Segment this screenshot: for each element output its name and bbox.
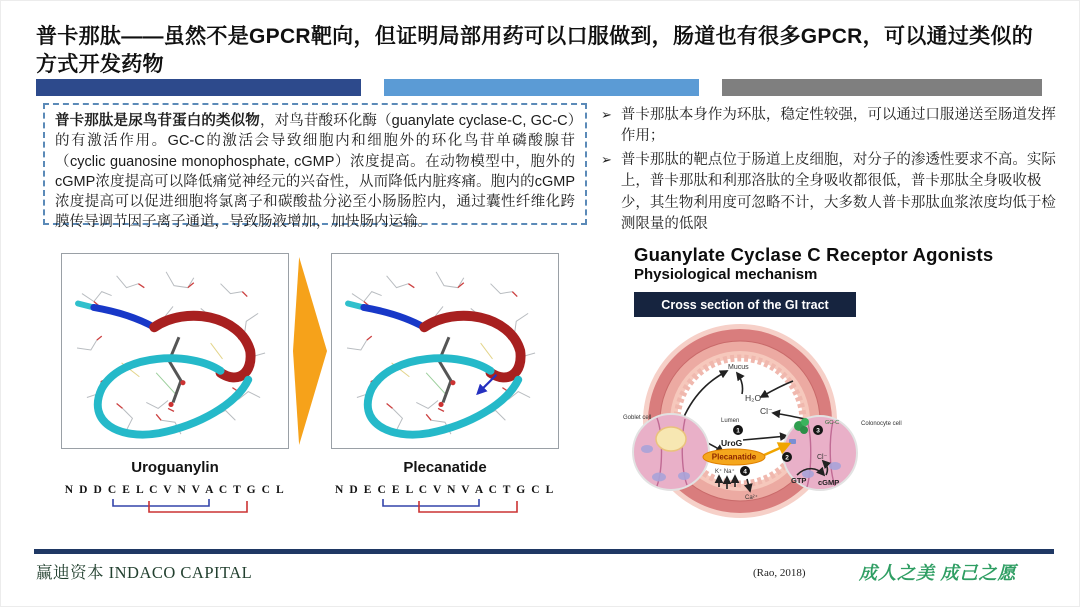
water-label: H₂O — [745, 393, 762, 403]
uroguanylin-sequence: N D D C E L C V N V A C T G C L — [64, 484, 286, 496]
chloride-lumen-label: Cl⁻ — [760, 406, 773, 416]
arrow-bullet-icon: ➢ — [601, 151, 612, 167]
svg-text:1: 1 — [736, 427, 740, 435]
chloride-cell-label: Cl⁻ — [817, 454, 828, 461]
key-points-list — [601, 105, 1067, 238]
goblet-cell-label: Goblet cell — [623, 415, 652, 421]
receptor-label: GC-C — [825, 420, 840, 426]
svg-text:4: 4 — [743, 468, 747, 476]
arrow-bullet-icon: ➢ — [601, 107, 612, 122]
cgmp-label: cGMP — [818, 478, 840, 487]
plecanatide-sequence: N D E C E L C V N V A C T G C L — [335, 484, 555, 496]
uroguanylin-label: Uroguanylin — [131, 459, 219, 476]
goblet-cell-inset — [633, 414, 709, 490]
mechanism-summary-box — [43, 103, 587, 231]
page-title: 普卡那肽——虽然不是GPCR靶向，但证明局部用药可以口服做到，肠道也有很多GPCR，可以通过类似的方式开发药物 — [36, 25, 1034, 76]
disulfide-brackets — [331, 498, 559, 516]
citation-text: (Rao, 2018) — [753, 567, 806, 579]
urog-label: UroG — [721, 438, 743, 448]
summary-lead: 普卡那肽是尿鸟苷蛋白的类似物 — [55, 113, 260, 129]
accent-bar-navy — [36, 79, 361, 96]
ion-channel-icon — [789, 439, 796, 444]
mucus-label: Mucus — [728, 364, 749, 371]
lumen-label: Lumen — [721, 418, 740, 424]
plecanatide-structure-image — [331, 253, 559, 449]
list-item — [601, 105, 1067, 148]
summary-body: ，对鸟苷酸环化酶（guanylate cyclase-C, GC-C）的有激活作用。GC-C的激活会导致细胞内和细胞外的环化鸟苷单磷酸腺苷（cyclic guanosine monophosphate, cGMP）浓度提高。在动物模型中，胞外的cGMP浓度提高可以降低痛觉神经元的兴奋性，从而降低内脏疼痛。胞内的cGMP浓度提高可以促进细胞将氯离子和碳酸盐分泌至小肠肠腔内，通过囊性纤维化跨膜传导调节因子离子通道，导致肠液增加，加快肠内运输。 — [55, 113, 576, 231]
mechanism-figure-subtitle: Physiological mechanism — [634, 266, 818, 283]
mechanism-figure-title: Guanylate Cyclase C Receptor Agonists — [634, 244, 994, 265]
list-item — [601, 150, 1067, 236]
footer-divider — [34, 549, 1054, 554]
colonocyte-cell-label: Colonocyte cell — [861, 421, 902, 427]
gi-tract-band: Cross section of the GI tract — [634, 292, 856, 317]
plecanatide-label: Plecanatide — [403, 459, 487, 476]
gtp-label: GTP — [791, 476, 807, 485]
plecanatide-pill-label: Plecanatide — [711, 452, 757, 462]
company-motto: 成人之美 成己之愿 — [859, 563, 1017, 583]
svg-text:2: 2 — [785, 454, 789, 462]
k-na-label: K⁺ Na⁺ — [715, 469, 735, 475]
gi-cross-section-diagram — [621, 319, 1041, 534]
accent-bar-gray — [722, 79, 1042, 96]
accent-bar-blue — [384, 79, 699, 96]
transform-arrow-icon — [293, 257, 327, 445]
company-logo-text: 赢迪资本 INDACO CAPITAL — [36, 563, 253, 582]
uroguanylin-structure-image — [61, 253, 289, 449]
svg-text:3: 3 — [816, 427, 820, 435]
disulfide-brackets — [61, 498, 289, 516]
bullet-text: 普卡那肽本身作为环肽，稳定性较强，可以通过口服递送至肠道发挥作用； — [620, 107, 1056, 145]
ca-label: Ca²⁺ — [745, 495, 758, 501]
bullet-text: 普卡那肽的靶点位于肠道上皮细胞，对分子的渗透性要求不高。实际上，普卡那肽和利那洛肽的全身吸收都很低，普卡那肽全身吸收极少，其生物利用度可忽略不计，大多数人普卡那肽血浆浓度均低于检测限量的低限 — [620, 151, 1056, 233]
